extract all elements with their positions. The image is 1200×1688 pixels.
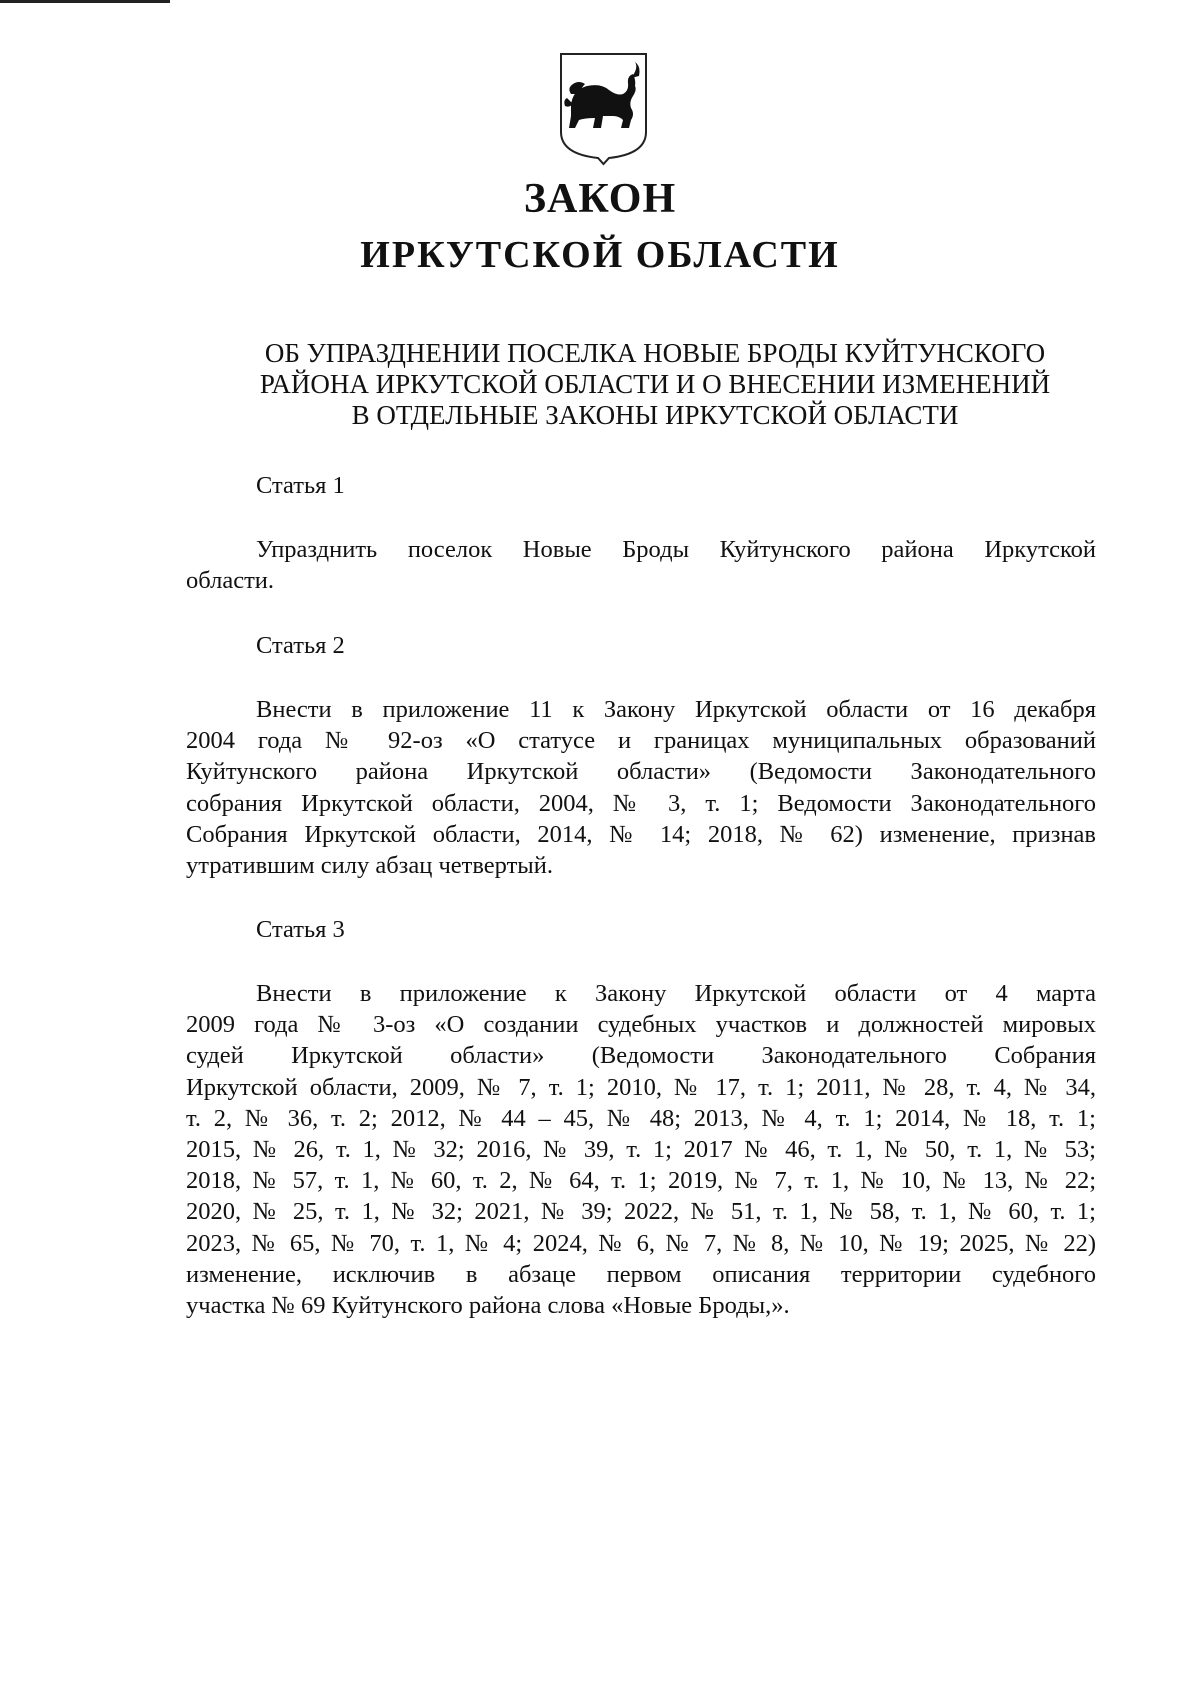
article-3-text — [186, 978, 1096, 1321]
text-line: участка № 69 Куйтунского района слова «Новые Броды,». — [186, 1292, 790, 1320]
law-region-title: ИРКУТСКОЙ ОБЛАСТИ — [360, 234, 840, 276]
text-line: области. — [186, 567, 275, 595]
text-line: Куйтунского района Иркутской области» (Ведомости Законодательного — [186, 758, 1096, 786]
text-line: Внести в приложение к Закону Иркутской области от 4 марта — [256, 980, 1096, 1007]
article-2-text — [186, 694, 1096, 881]
text-line: изменение, исключив в абзаце первом описания территории судебного — [186, 1260, 1096, 1288]
text-line: Собрания Иркутской области, 2014, № 14; 2018, № 62) изменение, признав — [186, 820, 1096, 848]
law-subtitle — [190, 338, 1120, 431]
article-2-heading: Статья 2 — [256, 632, 345, 659]
text-line: 2020, № 25, т. 1, № 32; 2021, № 39; 2022, № 51, т. 1, № 58, т. 1, № 60, т. 1; — [186, 1198, 1096, 1226]
article-3-heading: Статья 3 — [256, 916, 345, 943]
text-line: Внести в приложение 11 к Закону Иркутской области от 16 декабря — [256, 696, 1096, 723]
text-line: 2009 года № 3-оз «О создании судебных участков и должностей мировых — [186, 1011, 1096, 1039]
subtitle-line: В ОТДЕЛЬНЫЕ ЗАКОНЫ ИРКУТСКОЙ ОБЛАСТИ — [351, 400, 959, 430]
text-line: 2018, № 57, т. 1, № 60, т. 2, № 64, т. 1; 2019, № 7, т. 1, № 10, № 13, № 22; — [186, 1167, 1096, 1195]
text-line: 2023, № 65, № 70, т. 1, № 4; 2024, № 6, № 7, № 8, № 10, № 19; 2025, № 22) — [186, 1229, 1096, 1257]
subtitle-line: РАЙОНА ИРКУТСКОЙ ОБЛАСТИ И О ВНЕСЕНИИ ИЗМЕНЕНИЙ — [259, 369, 1051, 399]
text-line: судей Иркутской области» (Ведомости Законодательного Собрания — [186, 1042, 1096, 1070]
top-rule-divider — [0, 0, 170, 3]
text-line: т. 2, № 36, т. 2; 2012, № 44 – 45, № 48; 2013, № 4, т. 1; 2014, № 18, т. 1; — [186, 1104, 1096, 1132]
text-line: Упразднить поселок Новые Броды Куйтунского района Иркутской — [256, 536, 1096, 563]
subtitle-line: ОБ УПРАЗДНЕНИИ ПОСЕЛКА НОВЫЕ БРОДЫ КУЙТУНСКОГО — [264, 338, 1046, 368]
text-line: 2004 года № 92-оз «О статусе и границах муниципальных образований — [186, 727, 1096, 755]
text-line: Иркутской области, 2009, № 7, т. 1; 2010, № 17, т. 1; 2011, № 28, т. 4, № 34, — [186, 1073, 1096, 1101]
text-line: собрания Иркутской области, 2004, № 3, т. 1; Ведомости Законодательного — [186, 789, 1096, 817]
coat-of-arms-icon — [557, 50, 650, 168]
article-1-heading: Статья 1 — [256, 472, 345, 499]
law-title: ЗАКОН — [523, 176, 677, 222]
text-line: 2015, № 26, т. 1, № 32; 2016, № 39, т. 1; 2017 № 46, т. 1, № 50, т. 1, № 53; — [186, 1136, 1096, 1164]
article-1-text — [186, 534, 1096, 596]
text-line: утратившим силу абзац четвертый. — [186, 852, 553, 880]
